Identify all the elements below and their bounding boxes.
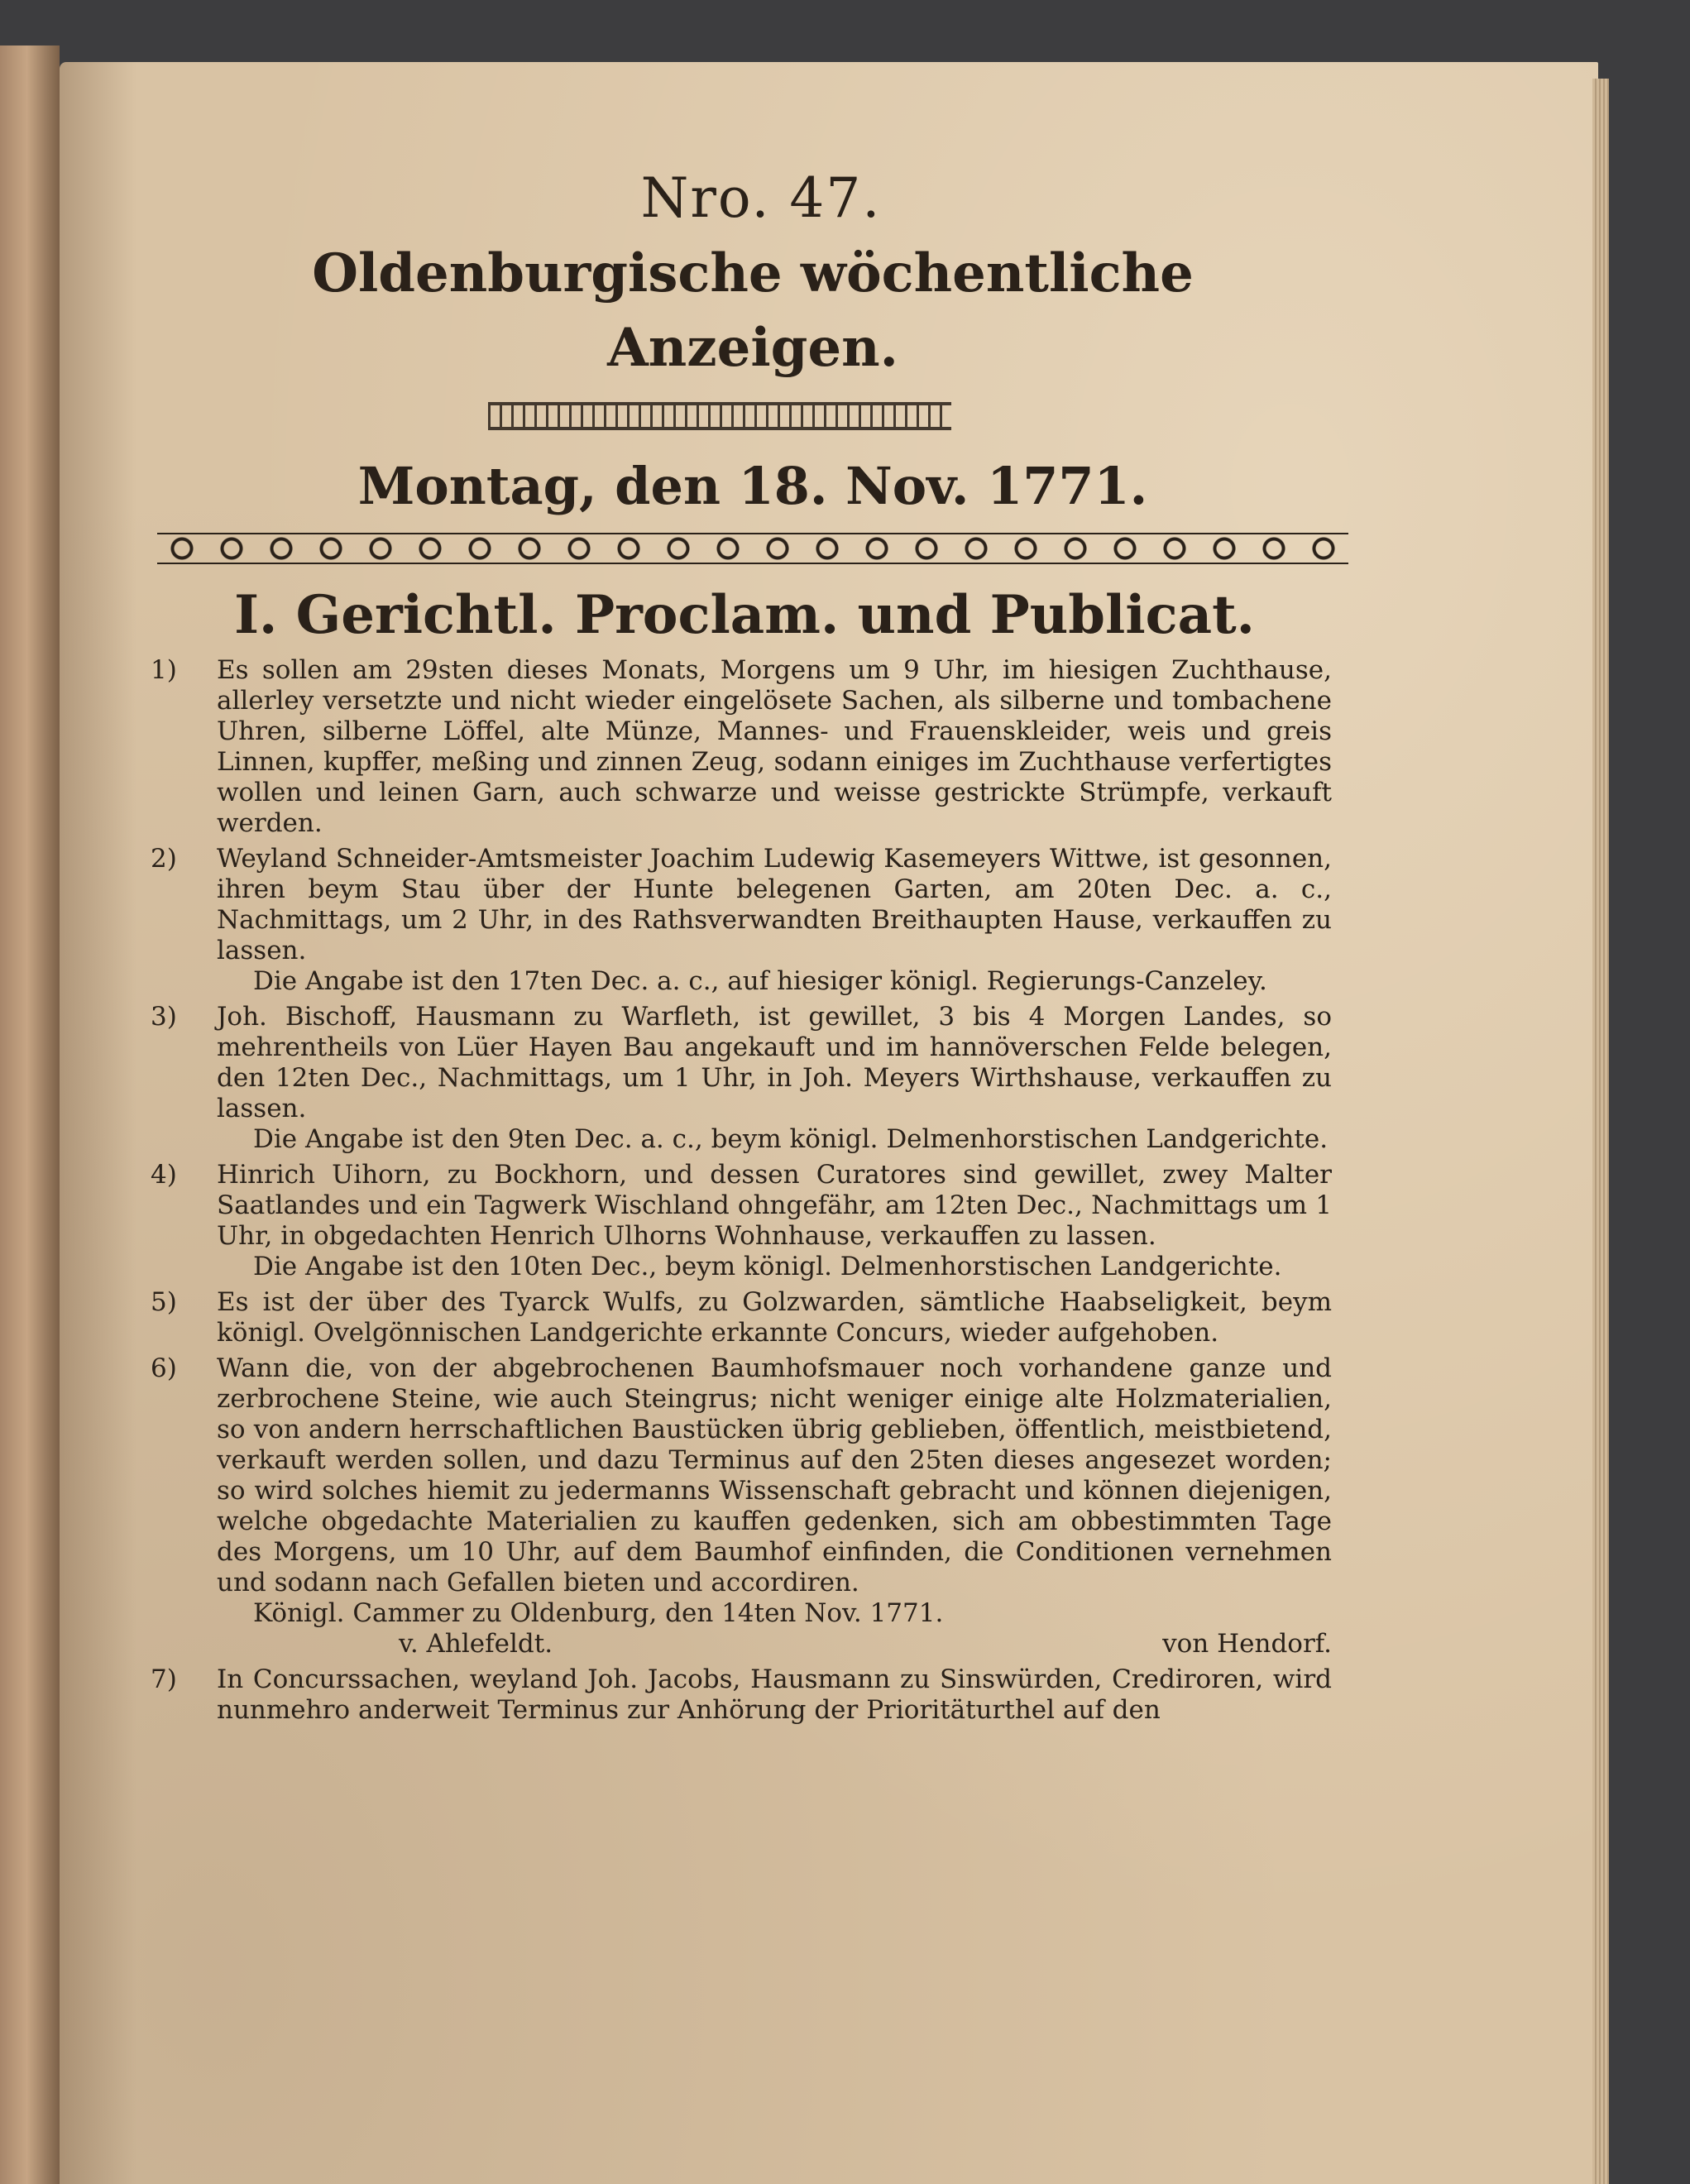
notice-text: Es sollen am 29sten dieses Monats, Morgens um 9 Uhr, im hiesigen Zuchthause, allerley versetzte und nicht wieder eingelösete Sachen, als silberne und tombachene Uhren, silberne Löffel, alte Münze, Mannes- und Frauenskleider, weis und greis Linnen, kupffer, meßing und zinnen Zeug, sodann einiges im Zuchthause verfertigtes wollen und leinen Garn, auch schwarze und weisse gestrickte Strümpfe, verkauft werden. bbox=[217, 655, 1332, 838]
notice-text: In Concurssachen, weyland Joh. Jacobs, Hausmann zu Sinswürden, Crediroren, wird nunmehro anderweit Terminus zur Anhörung der Prioritäturthel auf den bbox=[217, 1664, 1332, 1725]
notice-note: Die Angabe ist den 10ten Dec., beym königl. Delmenhorstischen Landgerichte. bbox=[253, 1252, 1282, 1281]
notice-text: Weyland Schneider-Amtsmeister Joachim Ludewig Kasemeyers Wittwe, ist gesonnen, ihren beym Stau über der Hunte belegenen Garten, am 20ten Dec. a. c., Nachmittags, um 2 Uhr, in des Rathsverwandten Breithaupten Hause, verkauffen zu lassen. bbox=[217, 844, 1332, 965]
notice-2 bbox=[151, 844, 1332, 966]
notice-3 bbox=[151, 1002, 1332, 1124]
notice-text: Hinrich Uihorn, zu Bockhorn, und dessen Curatores sind gewillet, zwey Malter Saatlandes und ein Tagwerk Wischland ohngefähr, am 12ten Dec., Nachmittags um 1 Uhr, in obgedachten Henrich Ulhorns Wohnhause, verkauffen zu lassen. bbox=[217, 1160, 1332, 1251]
page-content bbox=[151, 165, 1332, 1726]
notice-note: Die Angabe ist den 9ten Dec. a. c., beym königl. Delmenhorstischen Landgerichte. bbox=[253, 1124, 1329, 1154]
section-title: I. Gerichtl. Proclam. und Publicat. bbox=[234, 584, 1255, 646]
notice-text: Joh. Bischoff, Hausmann zu Warfleth, ist gewillet, 3 bis 4 Morgen Landes, so mehrentheils von Lüer Hayen Bau angekauft und im hannöverschen Felde belegen, den 12ten Dec., Nachmittags, um 1 Uhr, in Joh. Meyers Wirthshause, verkauffen zu lassen. bbox=[217, 1002, 1332, 1123]
notice-1 bbox=[151, 655, 1332, 839]
notice-4 bbox=[151, 1160, 1332, 1252]
notice-5 bbox=[151, 1287, 1332, 1348]
notice-number: 3) bbox=[151, 1002, 177, 1032]
notice-number: 7) bbox=[151, 1664, 177, 1694]
notice-text: Wann die, von der abgebrochenen Baumhofsmauer noch vorhandene ganze und zerbrochene Steine, wie auch Steingrus; nicht weniger einige alte Holzmaterialien, so von andern herrschaftlichen Baustücken übrig geblieben, öffentlich, meistbietend, verkauft werden sollen, und dazu Terminus auf den 25ten dieses angesezet worden; so wird solches hiemit zu jedermanns Wissenschaft gebracht und können diejenigen, welche obgedachte Materialien zu kauffen gedenken, sich am obbestimmten Tage des Morgens, um 10 Uhr, auf dem Baumhof einfinden, die Conditionen vernehmen und sodann nach Gefallen bieten und accordiren. bbox=[217, 1353, 1332, 1597]
issue-number: Nro. 47. bbox=[640, 166, 882, 230]
signature-row bbox=[217, 1629, 1332, 1660]
notice-number: 6) bbox=[151, 1353, 177, 1383]
notice-number: 5) bbox=[151, 1287, 177, 1317]
page-stack-edge bbox=[1592, 79, 1609, 2184]
notice-text: Es ist der über des Tyarck Wulfs, zu Golzwarden, sämtliche Haabseligkeit, beym königl. Ovelgönnischen Landgerichte erkannte Concurs, wieder aufgehoben. bbox=[217, 1287, 1332, 1348]
notice-number: 2) bbox=[151, 844, 177, 874]
masthead-title: Oldenburgische wöchentliche Anzeigen. bbox=[312, 242, 1194, 379]
notice-number: 1) bbox=[151, 655, 177, 685]
adjacent-page-edge bbox=[0, 46, 60, 2184]
signature-right: von Hendorf. bbox=[1162, 1629, 1332, 1659]
notice-number: 4) bbox=[151, 1160, 177, 1190]
notice-6 bbox=[151, 1353, 1332, 1598]
notice-note: Die Angabe ist den 17ten Dec. a. c., auf hiesiger königl. Regierungs-Canzeley. bbox=[253, 966, 1267, 996]
notice-7 bbox=[151, 1664, 1332, 1726]
ornament-band bbox=[157, 533, 1348, 564]
notice-note: Königl. Cammer zu Oldenburg, den 14ten Nov. 1771. bbox=[253, 1598, 944, 1628]
issue-date: Montag, den 18. Nov. 1771. bbox=[357, 456, 1148, 516]
ornament-rule bbox=[488, 402, 951, 430]
signature-left: v. Ahlefeldt. bbox=[399, 1629, 553, 1659]
